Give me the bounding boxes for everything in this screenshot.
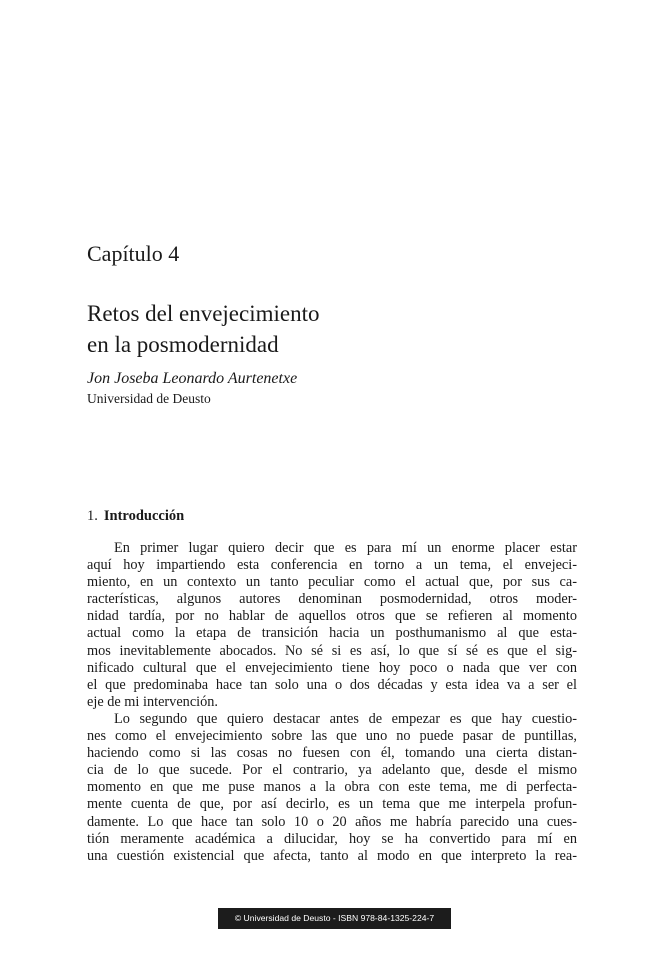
chapter-title-line: Retos del envejecimiento: [87, 301, 320, 326]
body-line: nes como el envejecimiento sobre las que uno no puede pasar de puntillas,: [87, 728, 577, 745]
body-line: eje de mi intervención.: [87, 693, 219, 710]
body-line: nificado cultural que el envejecimiento tiene hoy poco o nada que ver con: [87, 659, 577, 676]
author-name: Jon Joseba Leonardo Aurtenetxe: [87, 370, 298, 387]
body-line: actual como la etapa de transición hacia un posthumanismo al que esta-: [87, 625, 577, 642]
body-line: haciendo como si las cosas no fuesen con él, tomando una cierta distan-: [87, 745, 577, 762]
body-line: nidad tardía, por no hablar de aquellos otros que se refieren al momento: [87, 608, 577, 625]
body-line: una cuestión existencial que afecta, tanto al modo en que interpreto la rea-: [87, 847, 577, 864]
body-line: miento, en un contexto un tanto peculiar como el actual que, por sus ca-: [87, 574, 577, 591]
section-number: 1.: [87, 508, 98, 524]
body-line: Lo segundo que quiero destacar antes de empezar es que hay cuestio-: [114, 710, 577, 727]
body-line: momento en que me puse manos a la obra con este tema, me di perfecta-: [87, 779, 577, 796]
body-line: En primer lugar quiero decir que es para mí un enorme placer estar: [114, 540, 577, 556]
body-line: cia de lo que sucede. Por el contrario, ya adelanto que, desde el mismo: [87, 762, 577, 779]
body-line: racterísticas, algunos autores denominan posmodernidad, otros moder-: [87, 591, 577, 608]
body-line: mos inevitablemente abocados. No sé si es así, lo que sí sé es que el sig-: [87, 642, 577, 659]
body-text: [87, 540, 577, 865]
body-line: el que predominaba hace tan solo una o dos décadas y esta idea va a ser el: [87, 676, 577, 693]
body-line: damente. Lo que hace tan solo 10 o 20 años me habría parecido una cues-: [87, 813, 577, 830]
body-line: aquí hoy impartiendo esta conferencia en torno a un tema, el envejeci-: [87, 557, 577, 574]
chapter-label: Capítulo 4: [87, 241, 180, 266]
author-affiliation: Universidad de Deusto: [87, 391, 211, 406]
body-line: tión meramente académica a dilucidar, hoy se ha convertido para mí en: [87, 830, 577, 847]
body-line: mente cuenta de que, por así decirlo, es un tema que me interpela profun-: [87, 796, 577, 813]
copyright-footer: © Universidad de Deusto - ISBN 978-84-1325-224-7: [218, 908, 451, 929]
section-heading: [87, 506, 184, 526]
chapter-title-line: en la posmodernidad: [87, 332, 279, 357]
section-title: Introducción: [103, 508, 185, 524]
chapter-title: [87, 298, 319, 360]
